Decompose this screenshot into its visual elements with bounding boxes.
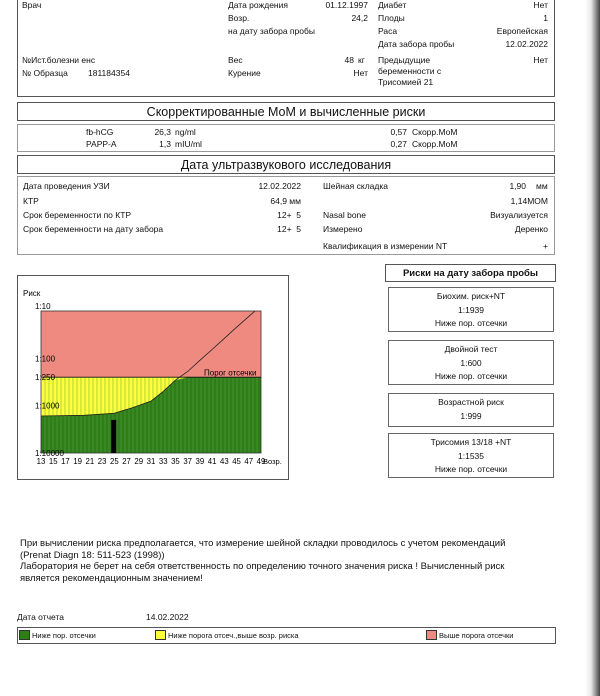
prev-preg-value: Нет — [533, 55, 548, 65]
us-right-unit: мм — [536, 181, 548, 191]
patient-risk-marker — [111, 420, 116, 453]
legend-swatch-red — [426, 630, 437, 640]
region-above-cutoff — [41, 311, 261, 377]
risk-box-status: Ниже пор. отсечки — [434, 464, 508, 474]
us-table — [17, 176, 555, 255]
x-tick-label: 13 — [36, 457, 46, 466]
prev-preg-label-2: беременности с — [378, 66, 442, 76]
report-date-label: Дата отчета — [17, 612, 65, 622]
x-tick-label: 19 — [73, 457, 83, 466]
x-tick-label: 45 — [232, 457, 241, 466]
x-tick-label: 31 — [146, 457, 156, 466]
x-tick-label: 29 — [134, 457, 144, 466]
us-left-label: Срок беременности по КТР — [23, 210, 132, 220]
prev-preg-label-3: Трисомией 21 — [378, 77, 434, 87]
note-line: При вычислении риска предполагается, что измерение шейной складки проводилось с учетом рекомендаций — [20, 538, 506, 549]
age-sub: на дату забора пробы — [228, 26, 315, 36]
risk-box-status: Ниже пор. отсечки — [434, 318, 508, 328]
x-tick-label: 33 — [158, 457, 168, 466]
mom-row-mom-label: Скорр.МоМ — [412, 127, 458, 137]
prev-preg-label-1: Предыдущие — [378, 55, 431, 65]
risk-box-value: 1:1939 — [458, 304, 484, 315]
legend-swatch-yellow — [155, 630, 166, 640]
us-left-value: 12+ 5 — [277, 210, 301, 220]
risk-box-value: 1:600 — [460, 357, 482, 368]
weight-value: 48 — [344, 55, 354, 65]
age-value: 24,2 — [351, 13, 368, 23]
risk-box-value: 1:1535 — [458, 450, 484, 461]
us-left-value: 12+ 5 — [277, 224, 301, 234]
us-right-value: Деренко — [514, 224, 548, 234]
mom-row-mom-label: Скорр.МоМ — [412, 139, 458, 149]
x-tick-label: 43 — [219, 457, 229, 466]
x-axis-label: Возр. — [263, 457, 282, 466]
us-left-value: 64,9 мм — [270, 196, 301, 206]
header-frame — [17, 0, 555, 97]
us-title-bar — [17, 155, 555, 174]
mom-row-mom: 0,27 — [390, 139, 407, 149]
scan-edge — [585, 0, 600, 696]
us-right-value: + — [543, 241, 548, 251]
legend-label: Ниже пор. отсечки — [32, 631, 96, 640]
risk-box-biochem — [388, 287, 554, 332]
dob-label: Дата рождения — [228, 0, 288, 10]
age-label: Возр. — [228, 13, 250, 23]
us-left-label: Дата проведения УЗИ — [23, 181, 110, 191]
cutoff-label: Порог отсечки — [204, 368, 257, 378]
risk-box-status: Ниже пор. отсечки — [434, 371, 508, 381]
us-left-value: 12.02.2022 — [258, 181, 301, 191]
mom-row-unit: ng/ml — [175, 127, 196, 137]
sample-label: № Образца — [22, 68, 68, 78]
x-tick-label: 25 — [109, 457, 119, 466]
mom-title-bar — [17, 102, 555, 121]
chart-title: Риск — [23, 289, 41, 298]
sample-date-label: Дата забора пробы — [378, 39, 455, 49]
us-left-label: КТР — [23, 196, 39, 206]
sample-date-value: 12.02.2022 — [505, 39, 548, 49]
risk-box-trisomy — [388, 433, 554, 478]
y-tick-label: 1:100 — [35, 354, 56, 364]
x-tick-label: 27 — [122, 457, 131, 466]
x-tick-label: 37 — [183, 457, 193, 466]
race-label: Раса — [378, 26, 398, 36]
risk-box-name: Двойной тест — [444, 344, 498, 354]
risk-chart — [18, 276, 288, 479]
x-tick-label: 35 — [171, 457, 180, 466]
diabetes-value: Нет — [533, 0, 548, 10]
us-right-label: Измерено — [323, 224, 363, 234]
x-tick-label: 15 — [48, 457, 58, 466]
x-tick-label: 21 — [85, 457, 95, 466]
us-right-value: 1,14МОМ — [510, 196, 548, 206]
us-right-label: Шейная складка — [323, 181, 388, 191]
report-date-value: 14.02.2022 — [146, 612, 189, 622]
us-right-label: Квалификация в измерении NT — [323, 241, 448, 251]
legend — [17, 627, 556, 644]
legend-label: Ниже порога отсеч.,выше возр. риска — [168, 631, 299, 640]
dob-value: 01.12.1997 — [325, 0, 368, 10]
weight-unit: кг — [358, 55, 365, 65]
fetuses-value: 1 — [543, 13, 548, 23]
mom-row-name: PAPP-A — [86, 139, 117, 149]
note-line: является рекомендационным значением! — [20, 572, 203, 584]
risk-box-name: Возрастной риск — [438, 397, 504, 407]
doctor-label: Врач — [22, 0, 42, 10]
fetuses-label: Плоды — [378, 13, 405, 23]
x-tick-label: 23 — [97, 457, 107, 466]
us-left-label: Срок беременности на дату забора — [23, 224, 164, 234]
mom-title: Скорректированные МоМ и вычисленные риски — [146, 105, 426, 119]
risk-chart-frame — [17, 275, 289, 480]
hist-label: №Ист.болезни енс — [22, 55, 96, 65]
y-tick-label: 1:250 — [35, 373, 56, 383]
legend-label: Выше порога отсечки — [439, 631, 514, 640]
notes — [20, 538, 505, 584]
legend-swatch-green — [19, 630, 30, 640]
x-tick-label: 17 — [61, 457, 70, 466]
mom-row-unit: mIU/ml — [175, 139, 202, 149]
us-right-value: Визуализуется — [490, 210, 548, 220]
risk-box-age — [388, 393, 554, 427]
y-tick-label: 1:1000 — [35, 401, 60, 411]
risk-box-name: Биохим. риск+NT — [436, 291, 506, 301]
risk-box-value: 1:999 — [460, 410, 482, 421]
us-right-label: Nasal bone — [323, 210, 367, 220]
us-right-value: 1,90 — [509, 181, 526, 191]
x-tick-label: 39 — [195, 457, 205, 466]
risk-box-double — [388, 340, 554, 385]
mom-row-value: 1,3 — [159, 139, 171, 149]
mom-row-value: 26,3 — [154, 127, 171, 137]
mom-table — [17, 124, 555, 152]
smoking-label: Курение — [228, 68, 261, 78]
x-tick-label: 41 — [207, 457, 217, 466]
note-line: Лаборатория не берет на себя ответственность по определению точного значения риска ! Вычисленный риск — [20, 561, 505, 572]
x-tick-label: 47 — [244, 457, 254, 466]
x-tick-label: 49 — [256, 457, 266, 466]
sample-value: 181184354 — [88, 68, 130, 78]
mom-row-name: fb-hCG — [86, 127, 114, 137]
mom-row-mom: 0,57 — [390, 127, 407, 137]
y-tick-label: 1:10 — [35, 302, 51, 311]
note-line: (Prenat Diagn 18: 511-523 (1998)) — [20, 549, 165, 561]
smoking-value: Нет — [353, 68, 368, 78]
diabetes-label: Диабет — [378, 0, 407, 10]
risk-box-name: Трисомия 13/18 +NT — [430, 437, 512, 447]
risk-panel-title-bar — [385, 264, 556, 282]
us-title: Дата ультразвукового исследования — [180, 158, 392, 172]
race-value: Европейская — [496, 26, 548, 36]
y-tick-label: 1:10000 — [35, 449, 64, 458]
weight-label: Вес — [228, 55, 243, 65]
risk-panel-title: Риски на дату забора пробы — [402, 268, 539, 279]
